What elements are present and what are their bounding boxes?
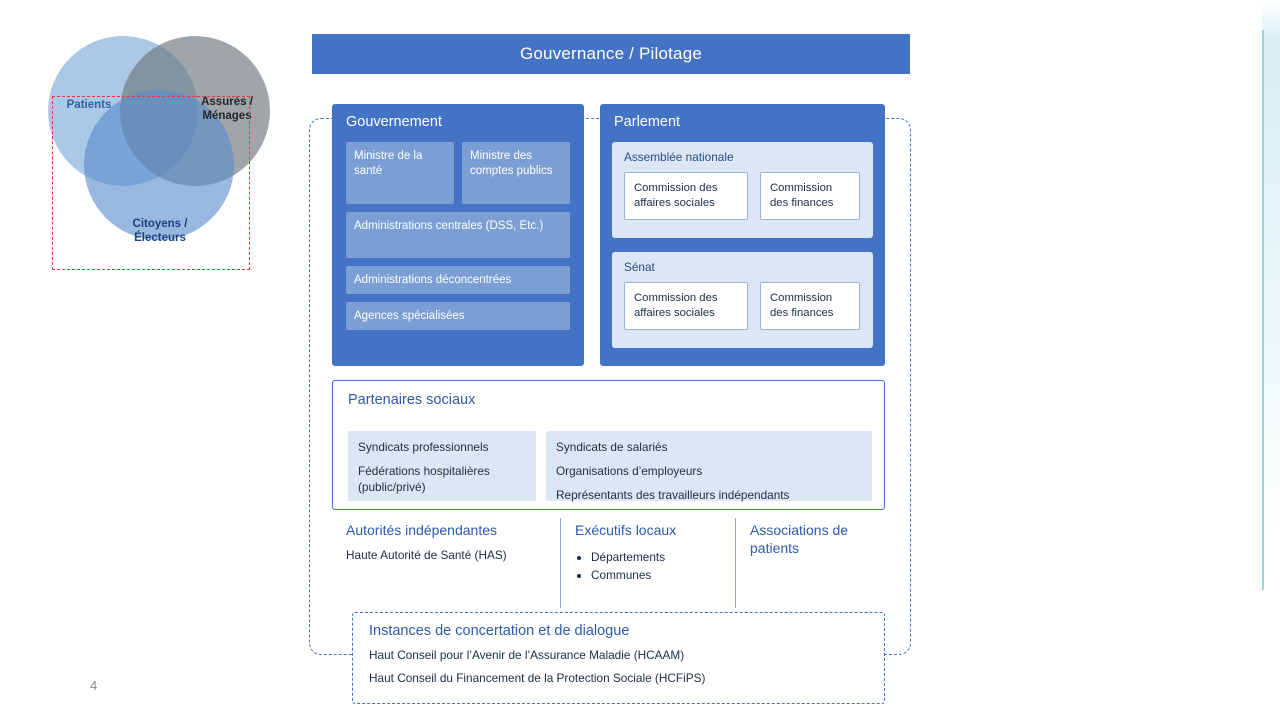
parlement-title: Parlement [614, 114, 681, 130]
venn-label-citoyens: Citoyens / Électeurs [132, 218, 188, 244]
senat-title: Sénat [624, 260, 655, 274]
partenaires-sociaux-title: Partenaires sociaux [348, 392, 476, 408]
parlement-card [600, 104, 885, 366]
page-number: 4 [90, 678, 98, 693]
gouvernement-tiles [346, 142, 570, 330]
list-item: • Communes [591, 566, 721, 585]
autorites-independantes-item: Haute Autorité de Santé (HAS) [346, 547, 507, 562]
instances-concertation-item: Haut Conseil du Financement de la Protection Sociale (HCFiPS) [369, 670, 706, 685]
assemblee-nationale-panel [612, 142, 873, 238]
executifs-locaux-list [575, 548, 721, 586]
instances-concertation-card [352, 612, 885, 704]
assemblee-nationale-commissions [624, 172, 860, 220]
senat-panel [612, 252, 873, 348]
instances-concertation-item: Haut Conseil pour l’Avenir de l’Assurance Maladie (HCAAM) [369, 648, 685, 662]
partenaires-right-item: Syndicats de salariés [556, 440, 668, 454]
partenaires-sociaux-card [332, 380, 885, 510]
senat-commissions [624, 282, 860, 330]
assemblee-nationale-title: Assemblée nationale [624, 150, 734, 164]
right-edge-gradient [1262, 0, 1280, 720]
gouvernement-ministers-row [346, 142, 570, 204]
instances-concertation-title: Instances de concertation et de dialogue [369, 623, 630, 639]
senat-commission-affaires-sociales: Commission des affaires sociales [624, 282, 748, 330]
secondary-actors-row [332, 518, 885, 608]
diagram-banner: Gouvernance / Pilotage [312, 34, 910, 74]
right-edge-line [1262, 30, 1264, 590]
associations-patients-column [735, 518, 885, 608]
gouvernement-card [332, 104, 584, 366]
partenaires-right-item: Organisations d’employeurs [556, 463, 703, 478]
tile-administrations-centrales: Administrations centrales (DSS, Etc.) [346, 212, 570, 258]
autorites-independantes-column [332, 518, 560, 608]
tile-ministre-sante: Ministre de la santé [346, 142, 454, 204]
partenaires-left-panel [348, 431, 536, 501]
list-item: • Départements [591, 548, 721, 567]
partenaires-right-item: Représentants des travailleurs indépendants [556, 487, 790, 502]
senat-commission-finances: Commission des finances [760, 282, 860, 330]
associations-patients-title: Associations de patients [750, 522, 849, 556]
partenaires-sociaux-columns [348, 431, 872, 501]
executifs-locaux-title: Exécutifs locaux [575, 522, 677, 538]
partenaires-left-item: Syndicats professionnels [358, 440, 489, 454]
venn-label-patients: Patients [66, 99, 112, 111]
an-commission-affaires-sociales: Commission des affaires sociales [624, 172, 748, 220]
tile-agences-specialisees: Agences spécialisées [346, 302, 570, 330]
an-commission-finances: Commission des finances [760, 172, 860, 220]
executifs-locaux-column [560, 518, 735, 608]
governance-diagram [300, 18, 920, 718]
venn-selection-marquee [52, 96, 250, 270]
partenaires-left-item: Fédérations hospitalières (public/privé) [358, 463, 490, 494]
venn-diagram [24, 18, 274, 263]
gouvernement-title: Gouvernement [346, 114, 442, 130]
tile-administrations-deconcentrees: Administrations déconcentrées [346, 266, 570, 294]
partenaires-right-panel [546, 431, 872, 501]
autorites-independantes-title: Autorités indépendantes [346, 522, 497, 538]
tile-ministre-comptes-publics: Ministre des comptes publics [462, 142, 570, 204]
venn-label-assures: Assurés / Ménages [201, 96, 253, 122]
